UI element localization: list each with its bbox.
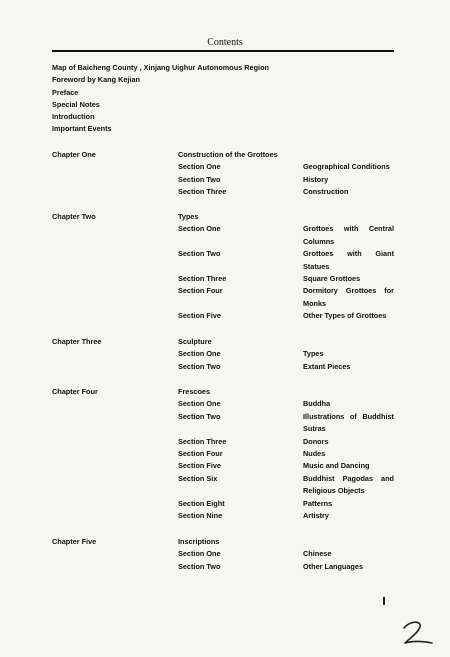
section-label: Section One xyxy=(178,162,221,172)
front-matter-item: Preface xyxy=(52,87,79,97)
section-label: Section Four xyxy=(178,448,223,458)
section-label: Section One xyxy=(178,399,221,409)
chapter-title: Frescoes xyxy=(178,387,211,396)
front-matter-item: Map of Baicheng County , Xinjang Uighur Autonomous Region xyxy=(52,63,270,72)
chapter-label: Chapter Three xyxy=(52,337,102,346)
section-title: History xyxy=(303,174,329,184)
section-title: Grottoes with Giant xyxy=(303,249,394,259)
section-label: Section Five xyxy=(178,461,221,471)
chapter-label: Chapter Two xyxy=(52,212,96,221)
chapter-block xyxy=(52,536,397,573)
section-label: Section One xyxy=(178,549,221,559)
section-label: Section Two xyxy=(178,174,221,184)
chapter-title: Construction of the Grottoes xyxy=(178,150,278,159)
title-rule xyxy=(52,50,394,52)
section-title: Other Languages xyxy=(303,561,364,571)
section-title: Illustrations of Buddhist xyxy=(303,411,394,421)
section-label: Section Two xyxy=(178,361,221,371)
section-title: Dormitory Grottoes for xyxy=(303,286,394,296)
section-title: Chinese xyxy=(303,549,332,559)
section-title: Patterns xyxy=(303,498,333,508)
front-matter-item: Foreword by Kang Kejian xyxy=(52,75,140,85)
section-label: Section Four xyxy=(178,286,223,296)
section-title: Nudes xyxy=(303,448,326,458)
front-matter-list xyxy=(52,62,392,136)
section-title: Donors xyxy=(303,436,329,446)
section-title: Construction xyxy=(303,187,349,197)
chapter-block xyxy=(52,336,397,373)
front-matter-item: Introduction xyxy=(52,112,95,122)
section-title-continued: Monks xyxy=(303,298,327,308)
scan-mark xyxy=(383,597,385,605)
section-label: Section Three xyxy=(178,187,227,197)
section-label: Section Six xyxy=(178,473,218,483)
page-title: Contents xyxy=(207,37,243,48)
section-label: Section Nine xyxy=(178,510,223,520)
chapter-label: Chapter Five xyxy=(52,537,97,546)
section-label: Section Two xyxy=(178,411,221,421)
chapter-label: Chapter Four xyxy=(52,387,98,396)
section-title: Buddha xyxy=(303,399,331,409)
chapter-title: Sculpture xyxy=(178,337,212,346)
front-matter-item: Important Events xyxy=(52,124,112,134)
section-title: Artistry xyxy=(303,510,329,520)
chapter-block xyxy=(52,149,397,199)
section-title: Square Grottoes xyxy=(303,273,361,283)
section-title: Geographical Conditions xyxy=(303,162,390,172)
section-title: Grottoes with Central xyxy=(303,224,394,234)
front-matter-item: Special Notes xyxy=(52,99,100,109)
section-label: Section Three xyxy=(178,436,227,446)
section-title: Music and Dancing xyxy=(303,461,370,471)
section-title-continued: Statues xyxy=(303,261,330,271)
handwritten-page-number xyxy=(400,619,436,647)
section-label: Section One xyxy=(178,224,221,234)
section-label: Section One xyxy=(178,349,221,359)
section-title-continued: Religious Objects xyxy=(303,486,365,496)
section-title: Types xyxy=(303,349,324,359)
section-label: Section Five xyxy=(178,311,221,321)
chapter-label: Chapter One xyxy=(52,150,96,159)
section-label: Section Three xyxy=(178,273,227,283)
section-label: Section Two xyxy=(178,249,221,259)
section-title-continued: Sutras xyxy=(303,424,326,434)
chapter-title: Types xyxy=(178,212,199,221)
section-title: Other Types of Grottoes xyxy=(303,311,387,321)
section-label: Section Two xyxy=(178,561,221,571)
section-title: Extant Pieces xyxy=(303,361,351,371)
chapter-block xyxy=(52,211,397,323)
section-label: Section Eight xyxy=(178,498,225,508)
section-title: Buddhist Pagodas and xyxy=(303,473,394,483)
chapter-block xyxy=(52,386,397,522)
section-title-continued: Columns xyxy=(303,236,335,246)
chapter-title: Inscriptions xyxy=(178,537,220,546)
